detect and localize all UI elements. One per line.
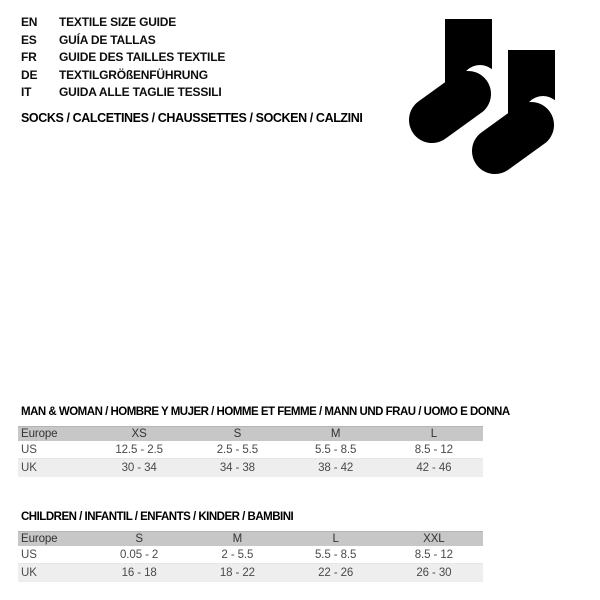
table-row-uk	[18, 564, 483, 582]
size-value: 16 - 18	[121, 567, 157, 579]
size-value: 34 - 38	[219, 462, 255, 474]
language-code: ES	[21, 32, 37, 47]
header-size: L	[332, 533, 339, 545]
socks-icon	[402, 8, 572, 188]
category-title: SOCKS / CALCETINES / CHAUSSETTES / SOCKEN / CALZINI	[21, 111, 363, 125]
row-region: US	[21, 548, 37, 561]
table-title: MAN & WOMAN / HOMBRE Y MUJER / HOMME ET FEMME / MANN UND FRAU / UOMO E DONNA	[21, 406, 510, 418]
size-value: 8.5 - 12	[414, 548, 453, 561]
header-size: M	[330, 428, 341, 440]
size-value: 18 - 22	[219, 567, 255, 579]
language-row-es	[21, 32, 225, 50]
language-label: GUIDA ALLE TAGLIE TESSILI	[59, 85, 222, 100]
language-label: GUÍA DE TALLAS	[59, 32, 156, 47]
language-row-it	[21, 84, 225, 102]
size-value: 42 - 46	[416, 462, 452, 474]
size-table-man-woman	[18, 406, 510, 477]
size-table-children	[18, 511, 483, 582]
language-list	[21, 14, 225, 102]
table-header-row	[18, 426, 483, 441]
table-row-us	[18, 546, 483, 564]
language-row-de	[21, 67, 225, 85]
size-value: 2 - 5.5	[221, 548, 254, 561]
table-row-us	[18, 441, 483, 459]
size-value: 22 - 26	[318, 567, 354, 579]
language-code: EN	[21, 15, 38, 29]
size-value: 8.5 - 12	[414, 443, 453, 456]
size-value: 26 - 30	[416, 567, 452, 579]
table-title: CHILDREN / INFANTIL / ENFANTS / KINDER / BAMBINI	[21, 511, 294, 523]
language-code: FR	[21, 50, 37, 65]
language-row-fr	[21, 49, 225, 67]
language-code: DE	[21, 67, 38, 82]
header-size: XS	[131, 428, 147, 440]
size-value: 30 - 34	[121, 462, 157, 474]
language-code: IT	[21, 85, 32, 100]
size-value: 38 - 42	[318, 462, 354, 474]
row-region: US	[21, 443, 37, 456]
size-value: 2.5 - 5.5	[216, 443, 259, 456]
header-size: S	[233, 428, 242, 440]
size-value: 5.5 - 8.5	[314, 443, 357, 456]
language-label: TEXTILE SIZE GUIDE	[59, 15, 177, 29]
language-label: GUIDE DES TAILLES TEXTILE	[59, 50, 226, 65]
header-region: Europe	[21, 533, 58, 545]
sock-2	[495, 50, 562, 151]
table-row-uk	[18, 459, 483, 477]
header-size: M	[232, 533, 243, 545]
size-value: 5.5 - 8.5	[314, 548, 357, 561]
row-region: UK	[21, 567, 37, 579]
language-label: TEXTILGRÖßENFÜHRUNG	[59, 67, 208, 82]
table-header-row	[18, 531, 483, 546]
header-size: XXL	[423, 533, 445, 545]
size-value: 12.5 - 2.5	[115, 443, 163, 456]
sock-1	[432, 19, 499, 120]
size-value: 0.05 - 2	[120, 548, 159, 561]
header-region: Europe	[21, 428, 58, 440]
language-row-en	[21, 14, 225, 32]
header-size: L	[430, 428, 438, 440]
header-size: S	[135, 533, 143, 545]
row-region: UK	[21, 462, 37, 474]
